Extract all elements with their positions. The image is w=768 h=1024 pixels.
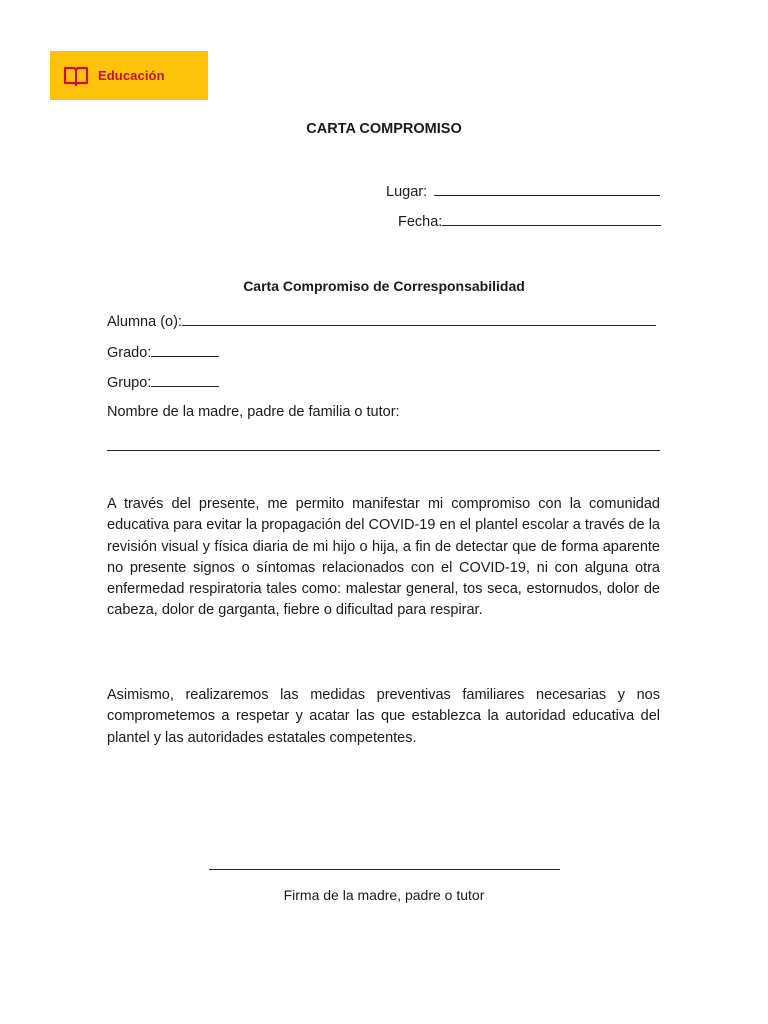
grado-label: Grado: [107,345,152,361]
open-book-icon [63,65,89,87]
document-subtitle: Carta Compromiso de Corresponsabilidad [243,278,525,294]
alumna-field [107,311,656,330]
nombre-tutor-field [107,404,400,420]
brand-logo [50,51,208,100]
lugar-field [386,181,660,200]
compromiso-paragraph: A través del presente, me permito manifestar mi compromiso con la comunidad educativa para evitar la propagación del COVID-19 en el plantel escolar a través de la revisión visual y física diaria de mi hijo o hija, a fin de detectar que de forma aparente no presente signos o síntomas relacionados con el COVID-19, ni con alguna otra enfermedad respiratoria tales como: malestar general, tos seca, estornudos, dolor de cabeza, dolor de garganta, fiebre o dificultad para respirar. [107,496,660,619]
nombre-tutor-label: Nombre de la madre, padre de familia o tutor: [107,404,400,420]
lugar-blank [434,181,660,196]
nombre-tutor-blank [107,450,660,451]
medidas-paragraph: Asimismo, realizaremos las medidas preventivas familiares necesarias y nos comprometemos a respetar y acatar las que establezca la autoridad educativa del plantel y las autoridades estatales competentes. [107,687,660,746]
grado-field [107,342,219,361]
signature-line [209,869,560,870]
document-title: CARTA COMPROMISO [306,121,462,137]
grupo-label: Grupo: [107,375,152,391]
signature-label: Firma de la madre, padre o tutor [283,887,485,903]
fecha-blank [442,211,661,226]
brand-text: Educación [98,68,165,83]
fecha-label: Fecha: [398,214,443,230]
lugar-label: Lugar: [386,184,428,200]
grupo-field [107,372,219,391]
alumna-label: Alumna (o): [107,314,182,330]
fecha-field [398,211,661,230]
grupo-blank [151,372,219,387]
grado-blank [151,342,219,357]
alumna-blank [182,311,656,326]
